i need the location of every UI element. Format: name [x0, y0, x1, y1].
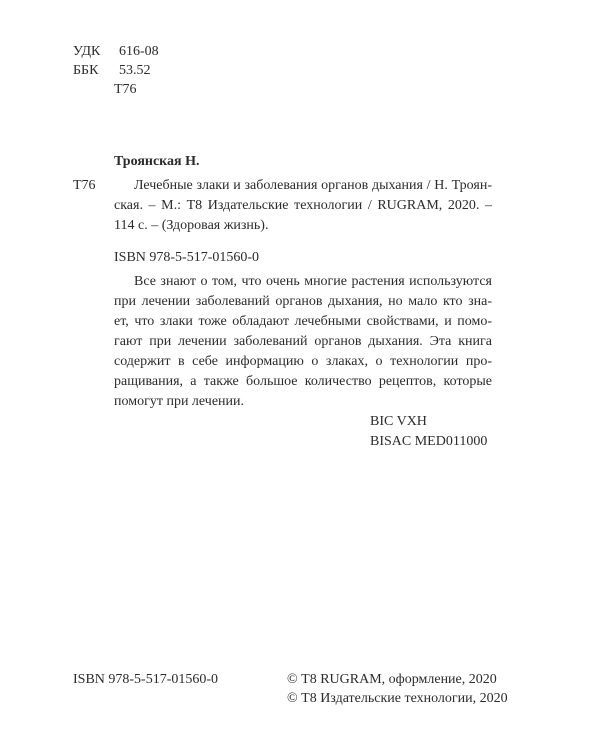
- annotation: [114, 272, 492, 412]
- udk-label: УДК: [73, 44, 101, 59]
- annotation-line: ращивания, а также большое количество рецептов, которые: [114, 374, 492, 389]
- udk-value: 616-08: [119, 44, 159, 59]
- bibliographic-description: [134, 176, 492, 196]
- isbn-line: ISBN 978-5-517-01560-0: [114, 250, 260, 265]
- description-line: ская. – М.: Т8 Издательские технологии / RUGRAM, 2020. –: [114, 198, 492, 213]
- annotation-line: гают при лечении заболеваний органов дыхания. Эта книга: [114, 334, 492, 349]
- copyright-line: © Т8 Издательские технологии, 2020: [287, 691, 508, 706]
- author-heading: Троянская Н.: [114, 154, 200, 169]
- bbk-label: ББК: [73, 63, 99, 78]
- copyright-line: © Т8 RUGRAM, оформление, 2020: [287, 672, 497, 687]
- description-line: 114 с. – (Здоровая жизнь).: [114, 218, 269, 233]
- annotation-line: ет, что злаки тоже обладают лечебными свойствами, и помо-: [114, 314, 492, 329]
- bibliographic-description-cont: [114, 196, 492, 236]
- annotation-line: помогут при лечении.: [114, 394, 245, 409]
- card-author-mark: Т76: [73, 178, 96, 193]
- footer-isbn: ISBN 978-5-517-01560-0: [73, 672, 219, 687]
- annotation-line: Все знают о том, что очень многие растения используются: [134, 274, 492, 289]
- bbk-value: 53.52: [119, 63, 151, 78]
- annotation-line: при лечении заболеваний органов дыхания, но мало кто зна-: [114, 294, 492, 309]
- bisac-code: BISAC MED011000: [370, 434, 488, 449]
- author-mark: Т76: [114, 82, 137, 97]
- description-line: Лечебные злаки и заболевания органов дыхания / Н. Троян-: [134, 178, 492, 193]
- annotation-line: содержит в себе информацию о злаках, о технологии про-: [114, 354, 492, 369]
- bic-code: BIC VXH: [370, 414, 427, 429]
